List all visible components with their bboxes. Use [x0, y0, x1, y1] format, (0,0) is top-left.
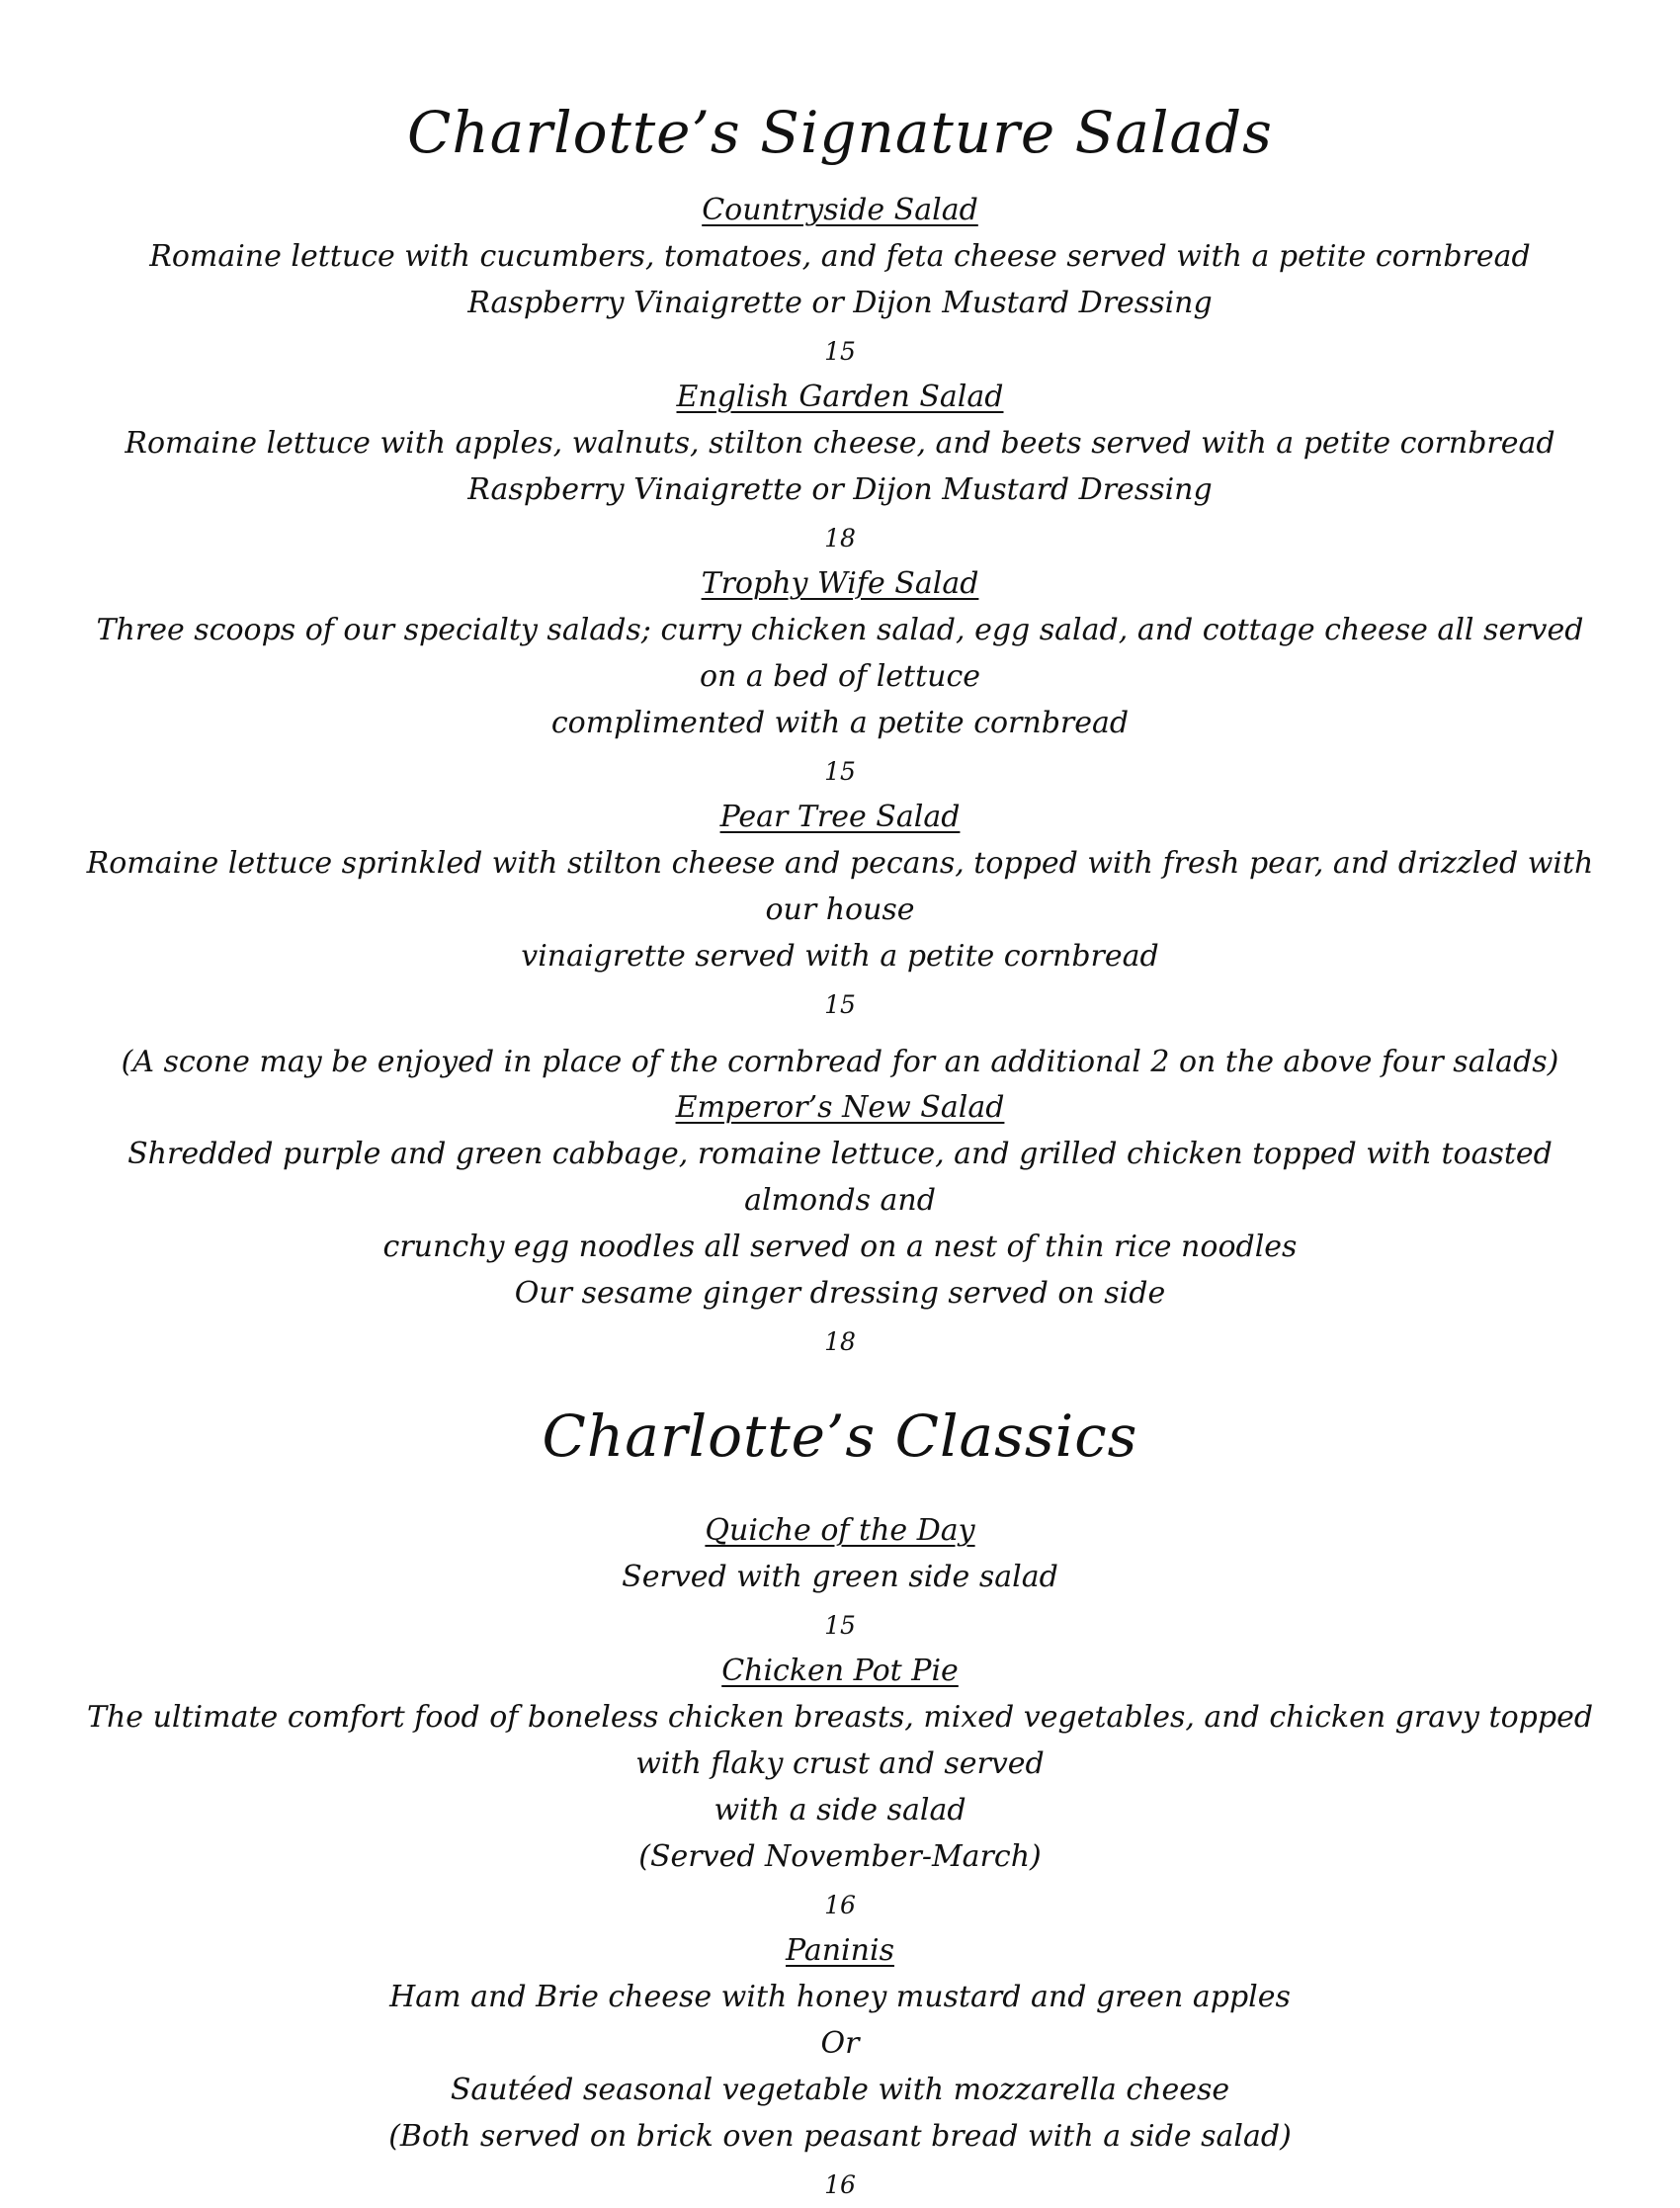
item-description-line: Romaine lettuce sprinkled with stilton cheese and pecans, topped with fresh pear, and drizzled with our house — [86, 845, 1594, 927]
section-title-signature-salads: Charlotte’s Signature Salads — [407, 99, 1273, 166]
item-name: Pear Tree Salad — [719, 799, 961, 834]
menu-item-trophy-wife-salad — [79, 561, 1601, 795]
item-description-line: The ultimate comfort food of boneless chicken breasts, mixed vegetables, and chicken gravy topped with flaky crust and served — [86, 1700, 1594, 1782]
menu-item-quiche-of-the-day — [79, 1508, 1601, 1649]
item-description-line: Three scoops of our specialty salads; curry chicken salad, egg salad, and cottage cheese all served on a bed of lettuce — [96, 612, 1584, 694]
item-description-line: Raspberry Vinaigrette or Dijon Mustard Dressing — [467, 471, 1213, 507]
item-name: Paninis — [786, 1933, 894, 1969]
item-description-line: Served with green side salad — [622, 1560, 1058, 1595]
item-name: Countryside Salad — [702, 192, 978, 227]
item-name: English Garden Salad — [676, 379, 1004, 414]
item-price: 15 — [824, 1611, 856, 1641]
item-description-line: with a side salad — [714, 1793, 966, 1828]
item-price: 15 — [824, 989, 856, 1019]
item-price: 15 — [824, 336, 856, 366]
item-description-line: (Both served on brick oven peasant bread with a side salad) — [388, 2119, 1292, 2155]
item-price: 18 — [824, 523, 856, 552]
item-price: 18 — [824, 1326, 856, 1356]
item-description-line: Sautéed seasonal vegetable with mozzarella cheese — [450, 2073, 1230, 2108]
item-name: Chicken Pot Pie — [721, 1654, 959, 1689]
menu-item-english-garden-salad — [79, 375, 1601, 561]
item-description-line: Raspberry Vinaigrette or Dijon Mustard Dressing — [467, 285, 1213, 320]
item-price: 16 — [824, 1891, 856, 1920]
item-price: 15 — [824, 756, 856, 786]
item-name: Quiche of the Day — [705, 1513, 975, 1549]
item-description-line: crunchy egg noodles all served on a nest of thin rice noodles — [382, 1229, 1298, 1264]
menu-item-countryside-salad — [79, 188, 1601, 375]
section-title-classics: Charlotte’s Classics — [542, 1401, 1138, 1470]
item-description-line: (Served November-March) — [638, 1839, 1042, 1875]
menu-item-chicken-pot-pie — [79, 1649, 1601, 1928]
menu-page — [79, 99, 1601, 2208]
item-description-line: Or — [820, 2026, 860, 2062]
item-name: Emperor’s New Salad — [675, 1089, 1005, 1125]
item-description-line: vinaigrette served with a petite cornbread — [521, 938, 1159, 974]
item-description-line: complimented with a petite cornbread — [550, 705, 1130, 740]
item-name: Trophy Wife Salad — [701, 565, 979, 601]
item-description-line: Romaine lettuce with cucumbers, tomatoes, and feta cheese served with a petite cornbread — [149, 238, 1531, 274]
item-price: 16 — [824, 2170, 856, 2200]
item-description-line: Romaine lettuce with apples, walnuts, stilton cheese, and beets served with a petite cornbread — [125, 425, 1555, 461]
item-description-line: Ham and Brie cheese with honey mustard and green apples — [389, 1980, 1291, 2015]
menu-item-pear-tree-salad — [79, 795, 1601, 1028]
menu-item-paninis — [79, 1928, 1601, 2208]
scone-substitution-note: (A scone may be enjoyed in place of the cornbread for an additional 2 on the above four salads) — [121, 1044, 1559, 1079]
item-description-line: Shredded purple and green cabbage, romaine lettuce, and grilled chicken topped with toasted almonds and — [127, 1136, 1553, 1218]
menu-item-emperors-new-salad — [79, 1085, 1601, 1365]
item-description-line: Our sesame ginger dressing served on side — [514, 1275, 1166, 1311]
